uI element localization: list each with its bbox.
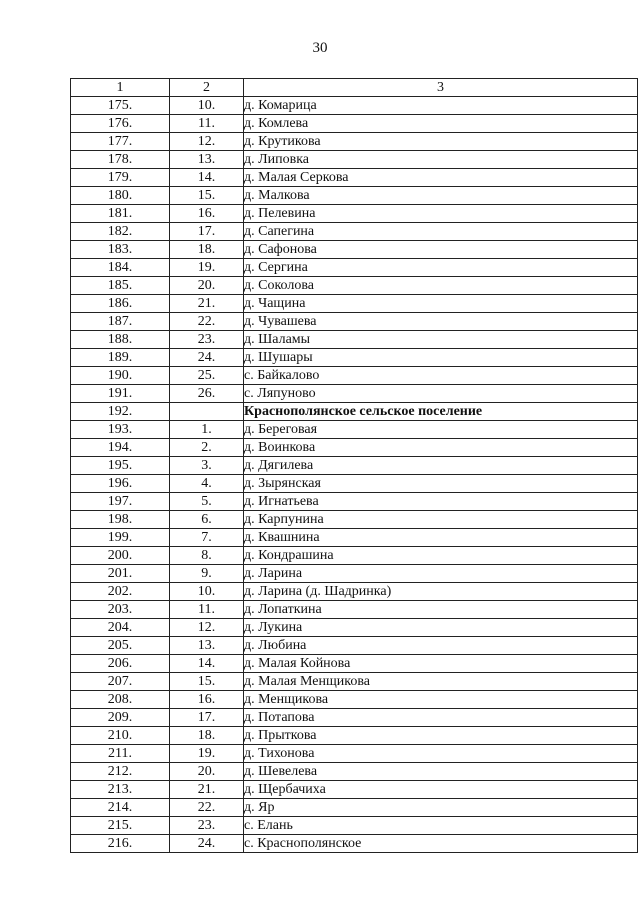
settlement-name-cell: д. Игнатьева	[244, 493, 638, 511]
table-row	[71, 529, 638, 547]
settlement-name-cell: д. Береговая	[244, 421, 638, 439]
row-number-cell: 216.	[71, 835, 170, 853]
row-number-cell: 204.	[71, 619, 170, 637]
table-row	[71, 475, 638, 493]
settlement-name-cell: д. Кондрашина	[244, 547, 638, 565]
table-row	[71, 781, 638, 799]
settlement-name-cell: д. Соколова	[244, 277, 638, 295]
row-number-cell: 176.	[71, 115, 170, 133]
column-header-1: 1	[71, 79, 170, 97]
row-number-cell: 191.	[71, 385, 170, 403]
table-row	[71, 673, 638, 691]
table-row	[71, 655, 638, 673]
local-number-cell: 12.	[170, 133, 244, 151]
local-number-cell: 26.	[170, 385, 244, 403]
settlement-name-cell: д. Прыткова	[244, 727, 638, 745]
settlement-name-cell: д. Карпунина	[244, 511, 638, 529]
row-number-cell: 189.	[71, 349, 170, 367]
settlement-name-cell: д. Сергина	[244, 259, 638, 277]
table-row	[71, 511, 638, 529]
local-number-cell: 16.	[170, 691, 244, 709]
local-number-cell: 24.	[170, 835, 244, 853]
settlement-name-cell: д. Малая Серкова	[244, 169, 638, 187]
table-row	[71, 493, 638, 511]
local-number-cell: 23.	[170, 331, 244, 349]
table-row	[71, 457, 638, 475]
local-number-cell: 15.	[170, 673, 244, 691]
table-row	[71, 619, 638, 637]
row-number-cell: 208.	[71, 691, 170, 709]
local-number-cell: 24.	[170, 349, 244, 367]
local-number-cell: 11.	[170, 601, 244, 619]
table-row	[71, 565, 638, 583]
settlement-name-cell: с. Ляпуново	[244, 385, 638, 403]
settlement-name-cell: с. Байкалово	[244, 367, 638, 385]
column-header-3: 3	[244, 79, 638, 97]
settlement-name-cell: д. Липовка	[244, 151, 638, 169]
table-row	[71, 835, 638, 853]
local-number-cell: 12.	[170, 619, 244, 637]
local-number-cell: 8.	[170, 547, 244, 565]
local-number-cell: 14.	[170, 655, 244, 673]
settlement-name-cell: д. Ларина	[244, 565, 638, 583]
table-row	[71, 745, 638, 763]
local-number-cell: 18.	[170, 727, 244, 745]
local-number-cell: 3.	[170, 457, 244, 475]
settlement-name-cell: д. Сафонова	[244, 241, 638, 259]
table-row	[71, 691, 638, 709]
table-row	[71, 799, 638, 817]
settlement-name-cell: д. Шушары	[244, 349, 638, 367]
section-row	[71, 403, 638, 421]
settlement-name-cell: д. Комлева	[244, 115, 638, 133]
local-number-cell: 20.	[170, 763, 244, 781]
table-row	[71, 205, 638, 223]
local-number-cell: 13.	[170, 151, 244, 169]
row-number-cell: 197.	[71, 493, 170, 511]
local-number-cell: 10.	[170, 97, 244, 115]
settlement-name-cell: д. Лопаткина	[244, 601, 638, 619]
local-number-cell: 19.	[170, 745, 244, 763]
column-header-2: 2	[170, 79, 244, 97]
settlement-name-cell: д. Потапова	[244, 709, 638, 727]
table-row	[71, 115, 638, 133]
row-number-cell: 188.	[71, 331, 170, 349]
table-row	[71, 817, 638, 835]
row-number-cell: 190.	[71, 367, 170, 385]
row-number-cell: 180.	[71, 187, 170, 205]
table-row	[71, 169, 638, 187]
local-number-cell: 5.	[170, 493, 244, 511]
table-row	[71, 133, 638, 151]
settlement-name-cell: д. Шаламы	[244, 331, 638, 349]
table-row	[71, 385, 638, 403]
settlements-table	[70, 78, 638, 853]
local-number-cell: 22.	[170, 799, 244, 817]
row-number-cell: 186.	[71, 295, 170, 313]
local-number-cell	[170, 403, 244, 421]
row-number-cell: 202.	[71, 583, 170, 601]
row-number-cell: 210.	[71, 727, 170, 745]
local-number-cell: 18.	[170, 241, 244, 259]
row-number-cell: 179.	[71, 169, 170, 187]
table-row	[71, 295, 638, 313]
row-number-cell: 192.	[71, 403, 170, 421]
settlement-name-cell: д. Воинкова	[244, 439, 638, 457]
local-number-cell: 21.	[170, 295, 244, 313]
local-number-cell: 21.	[170, 781, 244, 799]
row-number-cell: 203.	[71, 601, 170, 619]
settlement-name-cell: д. Дягилева	[244, 457, 638, 475]
local-number-cell: 22.	[170, 313, 244, 331]
settlement-name-cell: с. Краснополянское	[244, 835, 638, 853]
row-number-cell: 213.	[71, 781, 170, 799]
row-number-cell: 205.	[71, 637, 170, 655]
table-row	[71, 727, 638, 745]
table-row	[71, 439, 638, 457]
settlement-name-cell: д. Ларина (д. Шадринка)	[244, 583, 638, 601]
settlement-name-cell: с. Елань	[244, 817, 638, 835]
table-row	[71, 277, 638, 295]
settlement-name-cell: д. Пелевина	[244, 205, 638, 223]
row-number-cell: 181.	[71, 205, 170, 223]
local-number-cell: 6.	[170, 511, 244, 529]
local-number-cell: 11.	[170, 115, 244, 133]
local-number-cell: 14.	[170, 169, 244, 187]
settlement-name-cell: Краснополянское сельское поселение	[244, 403, 638, 421]
settlement-name-cell: д. Менщикова	[244, 691, 638, 709]
row-number-cell: 175.	[71, 97, 170, 115]
settlement-name-cell: д. Любина	[244, 637, 638, 655]
row-number-cell: 199.	[71, 529, 170, 547]
row-number-cell: 198.	[71, 511, 170, 529]
row-number-cell: 211.	[71, 745, 170, 763]
table-row	[71, 187, 638, 205]
local-number-cell: 16.	[170, 205, 244, 223]
table-row	[71, 547, 638, 565]
settlement-name-cell: д. Чащина	[244, 295, 638, 313]
row-number-cell: 207.	[71, 673, 170, 691]
page-number: 30	[312, 40, 328, 56]
table-header-row	[71, 79, 638, 97]
settlement-name-cell: д. Малкова	[244, 187, 638, 205]
settlement-name-cell: д. Комарица	[244, 97, 638, 115]
settlement-name-cell: д. Шевелева	[244, 763, 638, 781]
row-number-cell: 214.	[71, 799, 170, 817]
table-row	[71, 583, 638, 601]
table-row	[71, 97, 638, 115]
local-number-cell: 17.	[170, 709, 244, 727]
table-row	[71, 601, 638, 619]
row-number-cell: 196.	[71, 475, 170, 493]
table-row	[71, 367, 638, 385]
local-number-cell: 2.	[170, 439, 244, 457]
local-number-cell: 17.	[170, 223, 244, 241]
settlement-name-cell: д. Крутикова	[244, 133, 638, 151]
row-number-cell: 185.	[71, 277, 170, 295]
table-row	[71, 637, 638, 655]
table-row	[71, 331, 638, 349]
row-number-cell: 209.	[71, 709, 170, 727]
local-number-cell: 1.	[170, 421, 244, 439]
local-number-cell: 20.	[170, 277, 244, 295]
row-number-cell: 200.	[71, 547, 170, 565]
row-number-cell: 206.	[71, 655, 170, 673]
settlement-name-cell: д. Малая Менщикова	[244, 673, 638, 691]
row-number-cell: 182.	[71, 223, 170, 241]
table-row	[71, 259, 638, 277]
row-number-cell: 193.	[71, 421, 170, 439]
settlement-name-cell: д. Лукина	[244, 619, 638, 637]
local-number-cell: 10.	[170, 583, 244, 601]
table-row	[71, 223, 638, 241]
table-row	[71, 349, 638, 367]
local-number-cell: 23.	[170, 817, 244, 835]
settlement-name-cell: д. Малая Койнова	[244, 655, 638, 673]
row-number-cell: 183.	[71, 241, 170, 259]
row-number-cell: 187.	[71, 313, 170, 331]
local-number-cell: 19.	[170, 259, 244, 277]
row-number-cell: 178.	[71, 151, 170, 169]
local-number-cell: 4.	[170, 475, 244, 493]
row-number-cell: 195.	[71, 457, 170, 475]
table-row	[71, 241, 638, 259]
local-number-cell: 25.	[170, 367, 244, 385]
table-row	[71, 763, 638, 781]
local-number-cell: 9.	[170, 565, 244, 583]
row-number-cell: 184.	[71, 259, 170, 277]
settlement-name-cell: д. Щербачиха	[244, 781, 638, 799]
row-number-cell: 212.	[71, 763, 170, 781]
table-body	[71, 79, 638, 853]
settlement-name-cell: д. Сапегина	[244, 223, 638, 241]
table-row	[71, 151, 638, 169]
local-number-cell: 13.	[170, 637, 244, 655]
settlement-name-cell: д. Яр	[244, 799, 638, 817]
table-row	[71, 421, 638, 439]
table-row	[71, 709, 638, 727]
row-number-cell: 177.	[71, 133, 170, 151]
row-number-cell: 201.	[71, 565, 170, 583]
settlement-name-cell: д. Тихонова	[244, 745, 638, 763]
settlement-name-cell: д. Чувашева	[244, 313, 638, 331]
local-number-cell: 15.	[170, 187, 244, 205]
local-number-cell: 7.	[170, 529, 244, 547]
table-row	[71, 313, 638, 331]
settlement-name-cell: д. Зырянская	[244, 475, 638, 493]
settlement-name-cell: д. Квашнина	[244, 529, 638, 547]
row-number-cell: 194.	[71, 439, 170, 457]
row-number-cell: 215.	[71, 817, 170, 835]
